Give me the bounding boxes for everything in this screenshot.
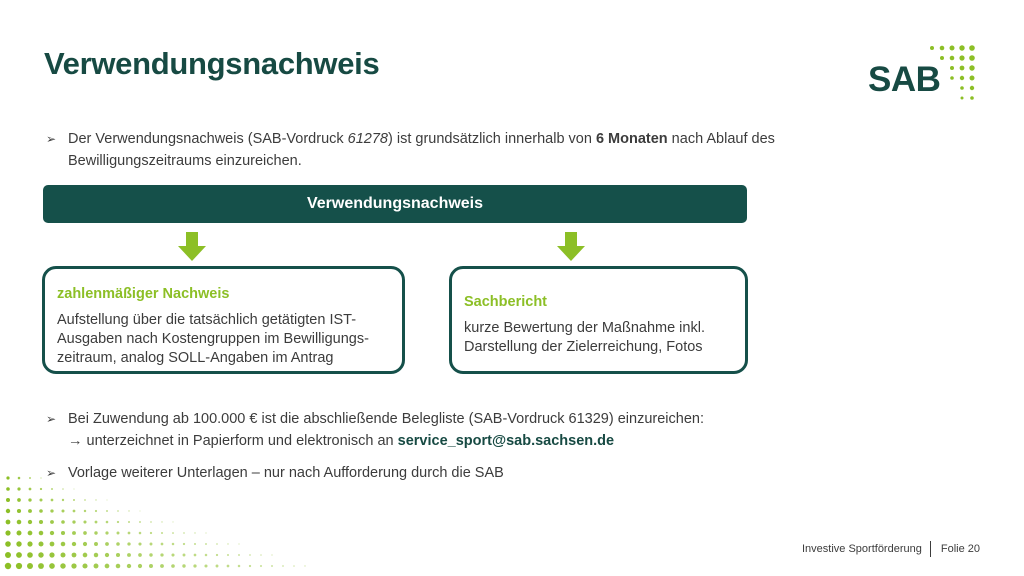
decorative-dot — [161, 532, 163, 534]
decorative-dot — [150, 532, 152, 534]
decorative-dot — [27, 563, 33, 569]
sab-logo — [868, 40, 984, 104]
decorative-dot — [106, 521, 109, 524]
decorative-dot — [95, 510, 97, 512]
decorative-dot — [171, 553, 174, 556]
decorative-dot — [139, 521, 141, 523]
decorative-dot — [249, 554, 251, 556]
bullet-deadline-text: Der Verwendungsnachweis (SAB-Vordruck 61278) ist grundsätzlich innerhalb von 6 Monaten nach Ablauf des Bewilligungszeitraums einzureichen. — [68, 131, 775, 169]
decorative-dot — [160, 564, 164, 568]
decorative-dot — [128, 521, 130, 523]
decorative-dot — [282, 565, 284, 567]
footer-divider — [930, 541, 931, 557]
decorative-dot — [139, 510, 140, 511]
box-numerical-proof — [42, 266, 405, 374]
decorative-dot — [5, 530, 10, 535]
decorative-dot — [304, 565, 305, 566]
decorative-dot — [94, 542, 98, 546]
decorative-dot — [271, 565, 273, 567]
decorative-dot — [40, 477, 41, 478]
decorative-dot — [73, 488, 74, 489]
box-numerical-proof-text: Aufstellung über die tatsächlich getätigten IST-Ausgaben nach Kostengruppen im Bewilligungs-zeitraum, analog SOLL-Angaben im Antrag — [57, 312, 369, 366]
box-numerical-proof-title: zahlenmäßiger Nachweis — [57, 286, 230, 302]
decorative-dot — [105, 553, 109, 557]
decorative-dot — [127, 564, 131, 568]
decorative-dot — [194, 532, 195, 533]
decorative-dot — [238, 554, 240, 556]
bullet-further-documents-text: Vorlage weiterer Unterlagen – nur nach Aufforderung durch die SAB — [68, 465, 504, 481]
decorative-dot — [161, 543, 164, 546]
decorative-dot — [27, 552, 33, 558]
decorative-dot — [6, 509, 10, 513]
bullet-receipt-list-text: Bei Zuwendung ab 100.000 € ist die abschließende Belegliste (SAB-Vordruck 61329) einzureichen: → unterzeichnet in Papierform und elektronisch an service_sport@sab.sachsen.de — [68, 411, 704, 449]
deadline-months: 6 Monaten — [595, 131, 668, 147]
decorative-dot — [51, 499, 54, 502]
decorative-dot — [105, 531, 108, 534]
footer-page-number: Folie 20 — [940, 542, 980, 555]
decorative-dot — [183, 532, 185, 534]
decorative-dot — [105, 564, 110, 569]
decorative-dot — [138, 542, 141, 545]
decorative-dot — [172, 521, 173, 522]
form-number: 61278 — [347, 131, 388, 147]
decorative-dot — [28, 520, 32, 524]
decorative-dot — [6, 520, 11, 525]
decorative-dot — [50, 531, 54, 535]
decorative-dot — [128, 510, 129, 511]
decorative-dot — [106, 510, 108, 512]
decorative-dot — [205, 532, 206, 533]
decorative-dot — [17, 520, 22, 525]
bullet-arrow-icon: ➢ — [46, 412, 57, 426]
decorative-dot — [50, 542, 55, 547]
decorative-dot — [60, 563, 65, 568]
decorative-dot — [83, 553, 88, 558]
box-report-title: Sachbericht — [464, 294, 547, 310]
logo-text: SAB — [868, 60, 941, 99]
decorative-dot — [94, 564, 99, 569]
decorative-dot — [51, 488, 53, 490]
decorative-dot — [39, 531, 44, 536]
decorative-dot — [183, 543, 185, 545]
decorative-dot — [161, 521, 162, 522]
decorative-dot — [271, 554, 272, 555]
slide-footer — [802, 541, 980, 557]
verwendungsnachweis-banner: Verwendungsnachweis — [43, 185, 747, 223]
decorative-dot — [227, 565, 230, 568]
decorative-dot — [50, 509, 53, 512]
decorative-dot — [116, 542, 120, 546]
decorative-dot — [238, 543, 239, 544]
decorative-dot — [139, 532, 142, 535]
decorative-dot — [94, 531, 97, 534]
decorative-dot — [128, 532, 131, 535]
decorative-dot — [127, 553, 131, 557]
decorative-dot — [5, 541, 11, 547]
decorative-dot — [17, 498, 21, 502]
decorative-dot — [5, 563, 11, 569]
decorative-dot — [160, 553, 163, 556]
decorative-dot — [28, 509, 32, 513]
decorative-dot — [260, 565, 262, 567]
bullet-arrow-icon: ➢ — [46, 466, 57, 480]
decorative-dot — [116, 553, 120, 557]
decorative-dot — [171, 564, 175, 568]
decorative-dot — [39, 520, 43, 524]
decorative-dot — [238, 565, 241, 568]
decorative-dot — [138, 564, 142, 568]
decorative-dot — [83, 520, 86, 523]
decorative-dot — [72, 542, 76, 546]
decorative-dot — [6, 487, 10, 491]
decorative-dot — [193, 564, 196, 567]
decorative-dot — [216, 565, 219, 568]
decorative-dot — [227, 554, 229, 556]
decorative-dot — [150, 521, 152, 523]
decorative-dot — [39, 498, 42, 501]
decorative-dot — [216, 543, 218, 545]
decorative-dot — [6, 498, 10, 502]
decorative-dot — [293, 565, 295, 567]
decorative-dot — [106, 499, 107, 500]
bullet-deadline — [46, 128, 826, 172]
decorative-dot — [62, 488, 64, 490]
decorative-dot — [227, 543, 228, 544]
decorative-dot — [60, 552, 65, 557]
decorative-dot — [95, 499, 96, 500]
decorative-dot — [16, 541, 21, 546]
decorative-dot — [194, 543, 196, 545]
decorative-dot — [38, 552, 43, 557]
decorative-dot — [18, 477, 21, 480]
decorative-dot — [61, 531, 65, 535]
decorative-dot — [183, 554, 186, 557]
decorative-dot — [29, 488, 32, 491]
box-report-text: kurze Bewertung der Maßnahme inkl. Darstellung der Zielerreichung, Fotos — [464, 320, 705, 355]
decorative-dot — [84, 510, 86, 512]
decorative-dot — [105, 542, 109, 546]
decorative-dot — [249, 565, 251, 567]
decorative-dot — [149, 553, 152, 556]
decorative-dot — [205, 543, 207, 545]
decorative-dot — [61, 509, 64, 512]
decorative-dot — [62, 499, 64, 501]
decorative-dot — [72, 531, 76, 535]
decorative-dot — [27, 541, 32, 546]
decorative-dot — [83, 531, 87, 535]
decorative-dot — [205, 554, 208, 557]
decorative-dot — [28, 531, 33, 536]
decorative-dot — [6, 476, 9, 479]
decorative-dot — [29, 477, 31, 479]
decorative-dot — [95, 521, 98, 524]
decorative-dot — [5, 552, 11, 558]
decorative-dot — [117, 510, 119, 512]
decorative-dot — [28, 498, 31, 501]
decorative-dot — [38, 563, 44, 569]
decorative-dot — [94, 553, 98, 557]
decorative-dot — [138, 553, 142, 557]
decorative-dot — [73, 499, 75, 501]
decorative-dot — [49, 563, 55, 569]
email-link[interactable]: service_sport@sab.sachsen.de — [397, 433, 615, 449]
decorative-dot — [84, 499, 86, 501]
down-arrow-icon — [177, 232, 207, 262]
decorative-dot — [82, 563, 87, 568]
decorative-dot — [40, 488, 42, 490]
bullet-receipt-list — [46, 408, 806, 452]
down-arrow-icon — [556, 232, 586, 262]
decorative-dot — [61, 520, 65, 524]
decorative-dot — [172, 543, 175, 546]
decorative-dot — [149, 564, 153, 568]
decorative-dot — [83, 542, 87, 546]
decorative-dot — [39, 542, 44, 547]
decorative-dot — [17, 509, 21, 513]
decorative-dot — [204, 564, 207, 567]
decorative-dot — [117, 521, 119, 523]
decorative-dot — [49, 552, 54, 557]
decorative-dot — [116, 564, 121, 569]
decorative-dot — [194, 554, 197, 557]
decorative-dot — [17, 487, 20, 490]
decorative-dot — [150, 543, 153, 546]
decorative-dot — [260, 554, 262, 556]
decorative-dot — [182, 564, 185, 567]
decorative-dot — [17, 531, 22, 536]
decorative-dots — [0, 470, 340, 576]
decorative-dot — [71, 563, 76, 568]
decorative-dot — [39, 509, 43, 513]
decorative-dot — [72, 553, 77, 558]
decorative-dot — [73, 510, 76, 513]
bullet-arrow-icon: ➢ — [46, 132, 57, 146]
slide-title: Verwendungsnachweis — [44, 46, 380, 81]
box-report — [449, 266, 748, 374]
decorative-dot — [50, 520, 54, 524]
decorative-dot — [216, 554, 218, 556]
decorative-dot — [72, 520, 75, 523]
decorative-dot — [127, 542, 130, 545]
decorative-dot — [16, 563, 22, 569]
decorative-dot — [61, 542, 66, 547]
logo-dots-icon — [926, 44, 982, 104]
decorative-dot — [117, 532, 120, 535]
footer-section: Investive Sportförderung — [802, 542, 922, 555]
decorative-dot — [172, 532, 174, 534]
decorative-dot — [16, 552, 22, 558]
